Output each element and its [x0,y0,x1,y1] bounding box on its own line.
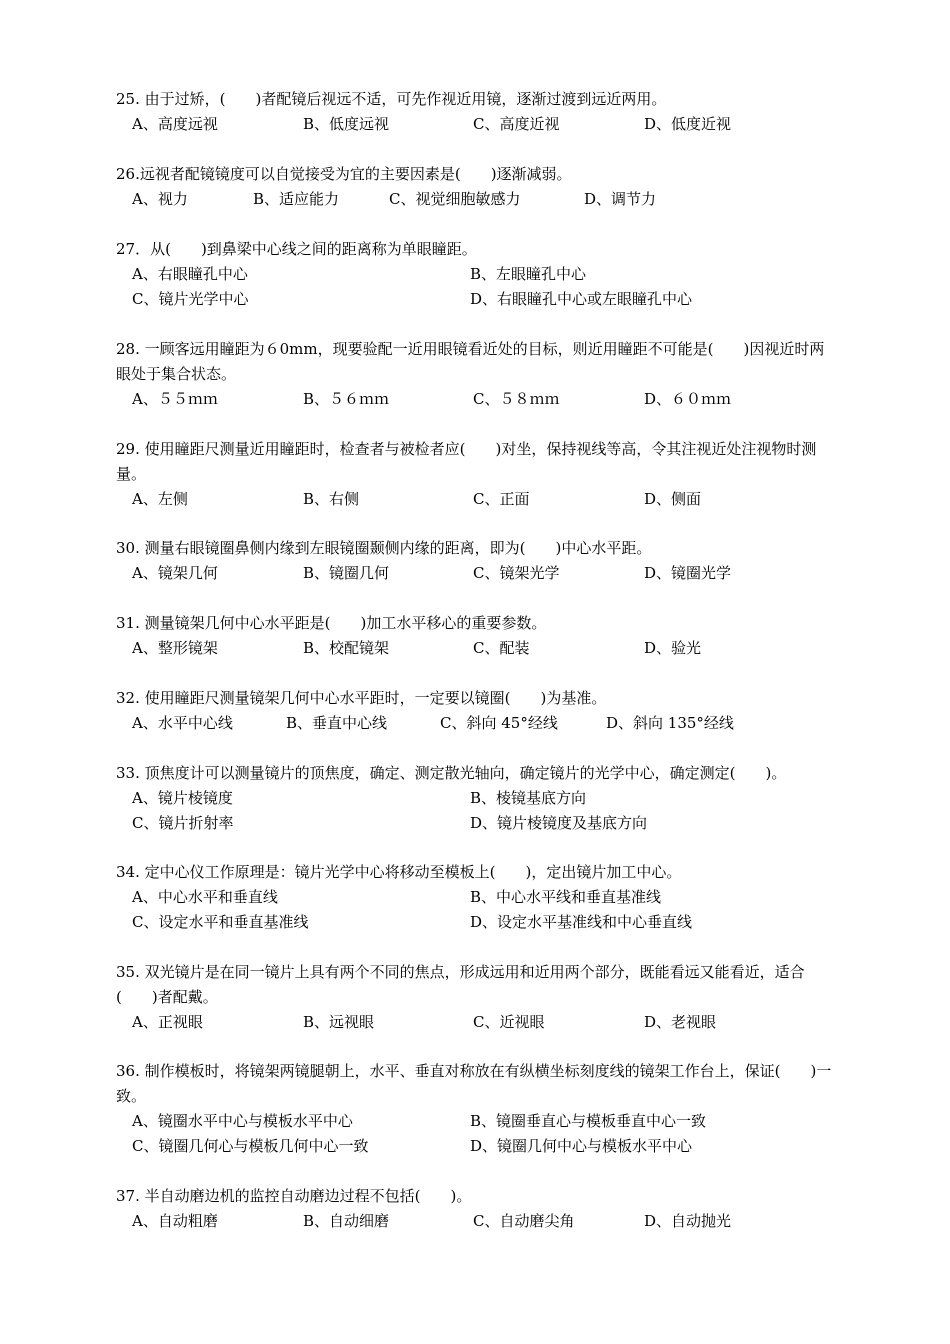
option-b: B、中心水平线和垂直基准线 [470,888,662,906]
option-row [116,561,836,586]
option-c: C、镜圈几何心与模板几何中心一致 [132,1137,369,1155]
option-row [116,1134,836,1159]
question-32 [116,686,836,736]
option-d: D、镜片棱镜度及基底方向 [470,814,648,832]
option-c: C、镜片光学中心 [132,290,249,308]
option-row [116,387,836,412]
option-c: C、高度近视 [473,115,560,133]
option-a: A、镜架几何 [132,564,218,582]
question-stem: 28. 一顾客远用瞳距为６0mm，现要验配一近用眼镜看近处的目标，则近用瞳距不可能是( )因视近时两眼处于集合状态。 [116,340,825,383]
option-row [116,262,836,287]
option-c: C、配装 [473,639,530,657]
option-c: C、斜向 45°经线 [440,714,558,732]
option-c: C、视觉细胞敏感力 [389,190,521,208]
option-c: C、设定水平和垂直基准线 [132,913,309,931]
option-row [116,1010,836,1035]
question-28 [116,337,836,412]
option-a: A、正视眼 [132,1013,203,1031]
option-a: A、中心水平和垂直线 [132,888,278,906]
question-stem: 27．从( )到鼻梁中心线之间的距离称为单眼瞳距。 [116,240,477,258]
option-b: B、棱镜基底方向 [470,789,587,807]
question-stem: 35. 双光镜片是在同一镜片上具有两个不同的焦点，形成远用和近用两个部分，既能看远又能看近，适合( )者配戴。 [116,963,805,1006]
option-b: B、垂直中心线 [286,714,388,732]
question-stem: 36. 制作模板时，将镜架两镜腿朝上，水平、垂直对称放在有纵横坐标刻度线的镜架工作台上，保证( )一致。 [116,1062,832,1105]
option-a: A、水平中心线 [132,714,233,732]
option-b: B、镜圈垂直心与模板垂直中心一致 [470,1112,707,1130]
option-a: A、视力 [132,190,188,208]
option-b: B、镜圈几何 [303,564,390,582]
option-c: C、５８ｍｍ [473,390,560,408]
option-row [116,711,836,736]
option-row [116,1209,836,1234]
option-d: D、设定水平基准线和中心垂直线 [470,913,693,931]
option-d: D、斜向 135°经线 [606,714,734,732]
option-c: C、正面 [473,490,530,508]
option-a: A、整形镜架 [132,639,218,657]
question-stem: 25. 由于过矫，( )者配镜后视远不适，可先作视近用镜，逐渐过渡到远近两用。 [116,90,667,108]
option-row [116,885,836,910]
option-b: B、左眼瞳孔中心 [470,265,587,283]
option-d: D、自动抛光 [644,1212,732,1230]
question-stem: 31. 测量镜架几何中心水平距是( )加工水平移心的重要参数。 [116,614,547,632]
question-stem: 30. 测量右眼镜圈鼻侧内缘到左眼镜圈颞侧内缘的距离，即为( )中心水平距。 [116,539,652,557]
option-c: C、近视眼 [473,1013,545,1031]
option-c: C、自动磨尖角 [473,1212,575,1230]
option-d: D、右眼瞳孔中心或左眼瞳孔中心 [470,290,693,308]
option-d: D、验光 [644,639,702,657]
question-30 [116,536,836,586]
option-a: A、５５ｍｍ [132,390,218,408]
option-row [116,1109,836,1134]
option-a: A、镜圈水平中心与模板水平中心 [132,1112,353,1130]
question-29 [116,437,836,512]
question-33 [116,761,836,836]
option-row [116,786,836,811]
option-row [116,287,836,312]
question-35 [116,960,836,1035]
option-a: A、镜片棱镜度 [132,789,233,807]
option-b: B、适应能力 [253,190,340,208]
option-c: C、镜片折射率 [132,814,234,832]
option-b: B、校配镜架 [303,639,390,657]
option-a: A、高度远视 [132,115,218,133]
question-37 [116,1184,836,1234]
question-26 [116,162,836,212]
question-25 [116,87,836,137]
option-a: A、自动粗磨 [132,1212,218,1230]
question-stem: 32. 使用瞳距尺测量镜架几何中心水平距时，一定要以镜圈( )为基准。 [116,689,607,707]
option-c: C、镜架光学 [473,564,560,582]
option-d: D、老视眼 [644,1013,717,1031]
question-stem: 26.远视者配镜镜度可以自觉接受为宜的主要因素是( )逐渐减弱。 [116,165,572,183]
option-d: D、镜圈光学 [644,564,732,582]
option-row [116,636,836,661]
option-d: D、６０ｍｍ [644,390,732,408]
option-b: B、远视眼 [303,1013,375,1031]
option-b: B、右侧 [303,490,360,508]
question-stem: 33. 顶焦度计可以测量镜片的顶焦度，确定、测定散光轴向，确定镜片的光学中心，确定测定( )。 [116,764,787,782]
option-b: B、５６ｍｍ [303,390,390,408]
option-b: B、低度远视 [303,115,390,133]
option-row [116,811,836,836]
question-stem: 29. 使用瞳距尺测量近用瞳距时，检查者与被检者应( )对坐，保持视线等高，令其注视近处注视物时测量。 [116,440,817,483]
option-d: D、侧面 [644,490,702,508]
option-d: D、镜圈几何中心与模板水平中心 [470,1137,693,1155]
option-row [116,187,836,212]
question-27 [116,237,836,312]
option-d: D、低度近视 [644,115,732,133]
question-36 [116,1059,836,1159]
option-row [116,910,836,935]
option-d: D、调节力 [584,190,657,208]
question-31 [116,611,836,661]
option-row [116,487,836,512]
option-a: A、右眼瞳孔中心 [132,265,248,283]
question-stem: 34. 定中心仪工作原理是：镜片光学中心将移动至模板上( )，定出镜片加工中心。 [116,863,682,881]
option-row [116,112,836,137]
option-a: A、左侧 [132,490,188,508]
option-b: B、自动细磨 [303,1212,390,1230]
question-34 [116,860,836,935]
question-stem: 37. 半自动磨边机的监控自动磨边过程不包括( )。 [116,1187,472,1205]
